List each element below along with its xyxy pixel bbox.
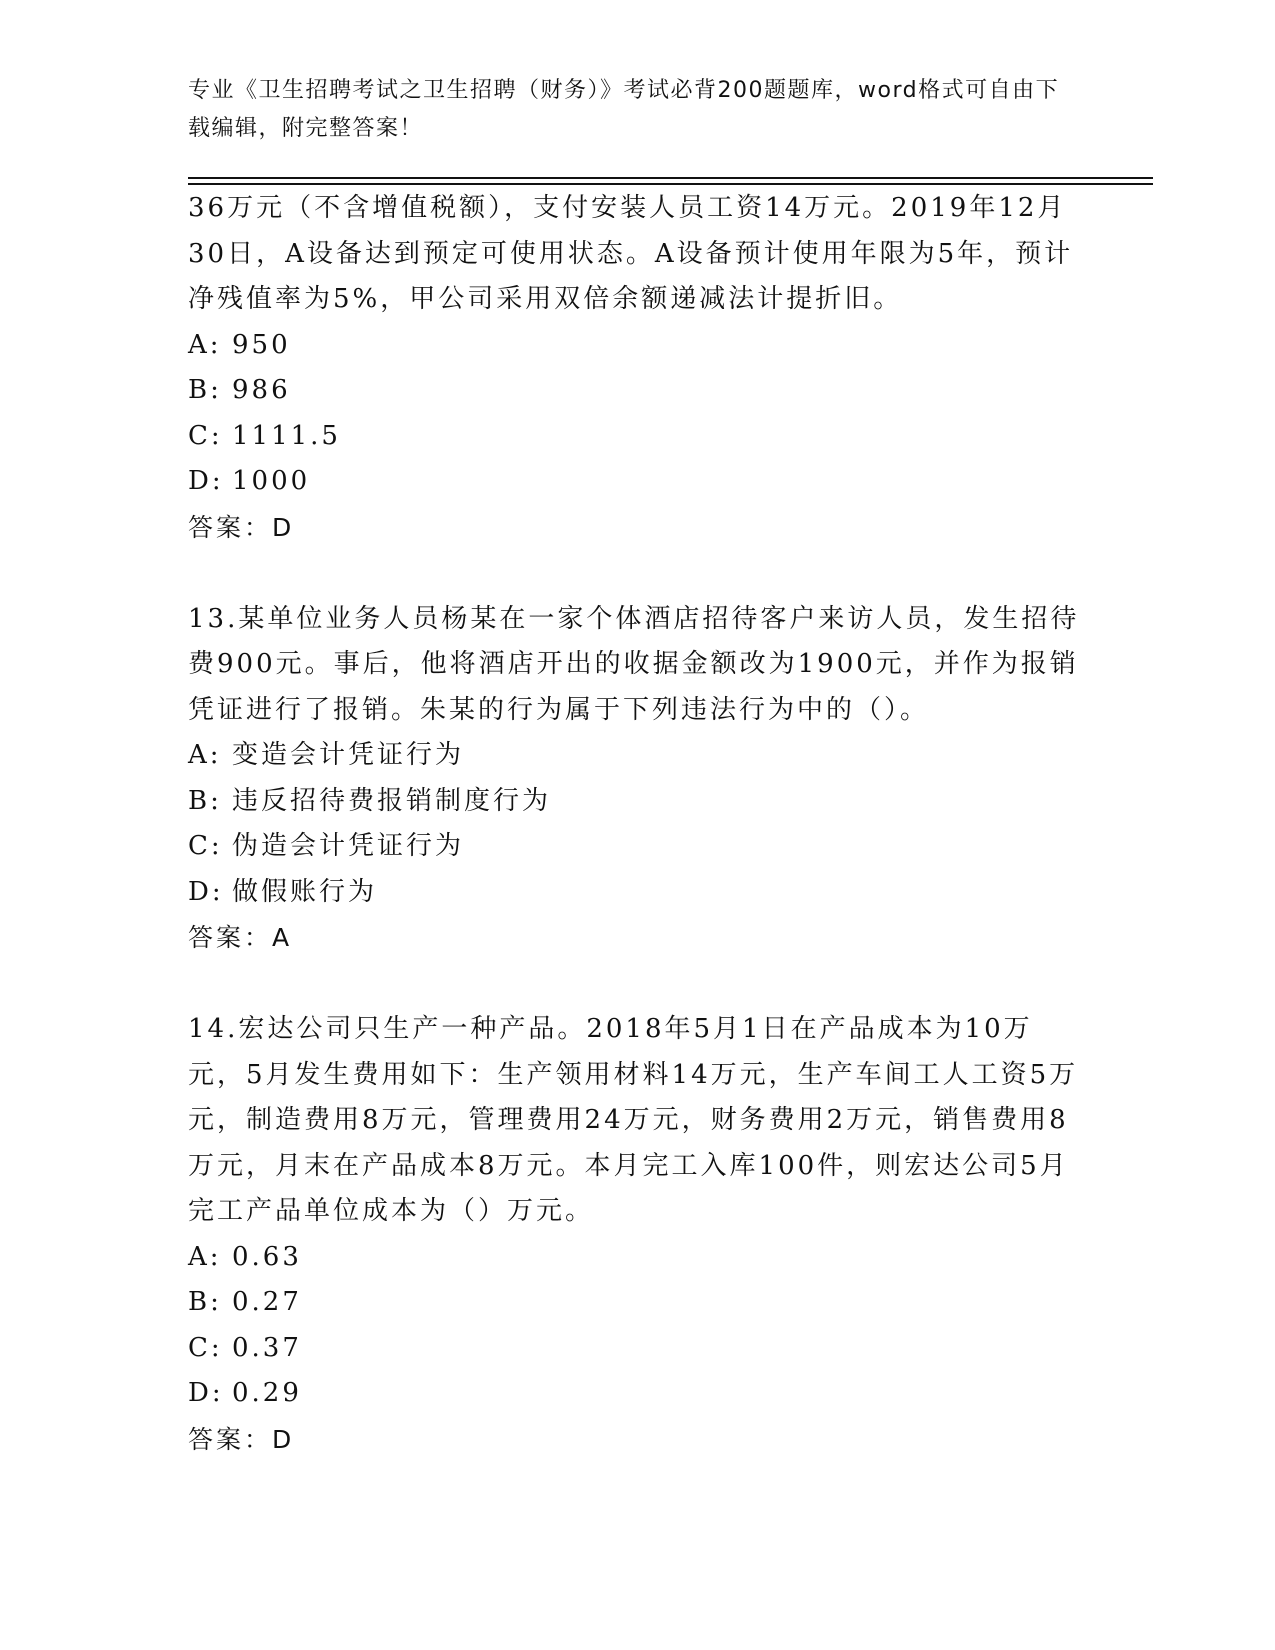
option-a xyxy=(188,323,1088,369)
option-text: 违反招待费报销制度行为 xyxy=(232,785,552,816)
option-text: 伪造会计凭证行为 xyxy=(232,831,465,861)
spacer xyxy=(188,551,1088,597)
option-letter: D: xyxy=(188,1378,224,1408)
option-c xyxy=(188,1326,1088,1372)
option-letter: A: xyxy=(188,740,222,770)
option-text: 做假账行为 xyxy=(232,876,378,907)
question-12 xyxy=(188,186,1088,551)
option-a xyxy=(188,1235,1088,1281)
option-c xyxy=(188,824,1088,870)
option-letter: B: xyxy=(188,785,222,816)
question-14-text: 14.宏达公司只生产一种产品。2018年5月1日在产品成本为10万元，5月发生费用如下：生产领用材料14万元，生产车间工人工资5万元，制造费用8万元，管理费用24万元，财务费用2万元，销售费用8万元，月末在产品成本8万元。本月完工入库100件，则宏达公司5月完工产品单位成本为（）万元。 xyxy=(188,1014,1079,1226)
option-text: 0.27 xyxy=(232,1287,302,1317)
answer-line: 答案：A xyxy=(188,923,293,952)
option-d xyxy=(188,459,1088,505)
option-text: 1111.5 xyxy=(232,420,341,451)
header-rule-top xyxy=(188,177,1153,179)
option-b xyxy=(188,368,1088,414)
option-letter: C: xyxy=(188,420,223,451)
option-letter: D: xyxy=(188,466,224,496)
question-13 xyxy=(188,597,1088,962)
option-text: 变造会计凭证行为 xyxy=(232,740,465,770)
option-letter: D: xyxy=(188,876,224,907)
option-a xyxy=(188,733,1088,779)
spacer xyxy=(188,961,1088,1007)
option-text: 0.37 xyxy=(232,1332,302,1363)
option-letter: A: xyxy=(188,329,222,360)
option-letter: A: xyxy=(188,1241,222,1272)
question-12-text: 36万元（不含增值税额），支付安装人员工资14万元。2019年12月30日，A设备达到预定可使用状态。A设备预计使用年限为5年，预计净残值率为5%，甲公司采用双倍余额递减法计提折旧。 xyxy=(188,193,1074,314)
answer-line: 答案：D xyxy=(188,512,295,542)
answer-line: 答案：D xyxy=(188,1424,295,1454)
page-header: 专业《卫生招聘考试之卫生招聘（财务）》考试必背200题题库，word格式可自由下载编辑，附完整答案！ xyxy=(188,78,1060,141)
option-letter: B: xyxy=(188,1287,222,1317)
option-c xyxy=(188,414,1088,460)
option-letter: B: xyxy=(188,375,222,405)
option-letter: C: xyxy=(188,1332,223,1363)
option-text: 0.29 xyxy=(232,1378,302,1408)
option-d xyxy=(188,870,1088,916)
option-b xyxy=(188,779,1088,825)
document-body xyxy=(188,186,1088,1463)
option-b xyxy=(188,1280,1088,1326)
header-rule-bottom xyxy=(188,183,1153,185)
question-14 xyxy=(188,1007,1088,1463)
option-d xyxy=(188,1371,1088,1417)
option-text: 1000 xyxy=(232,466,311,496)
option-text: 950 xyxy=(232,329,291,360)
option-text: 0.63 xyxy=(232,1241,302,1272)
option-text: 986 xyxy=(232,375,291,405)
question-13-text: 13.某单位业务人员杨某在一家个体酒店招待客户来访人员，发生招待费900元。事后，他将酒店开出的收据金额改为1900元，并作为报销凭证进行了报销。朱某的行为属于下列违法行为中的（）。 xyxy=(188,603,1080,725)
option-letter: C: xyxy=(188,831,223,861)
